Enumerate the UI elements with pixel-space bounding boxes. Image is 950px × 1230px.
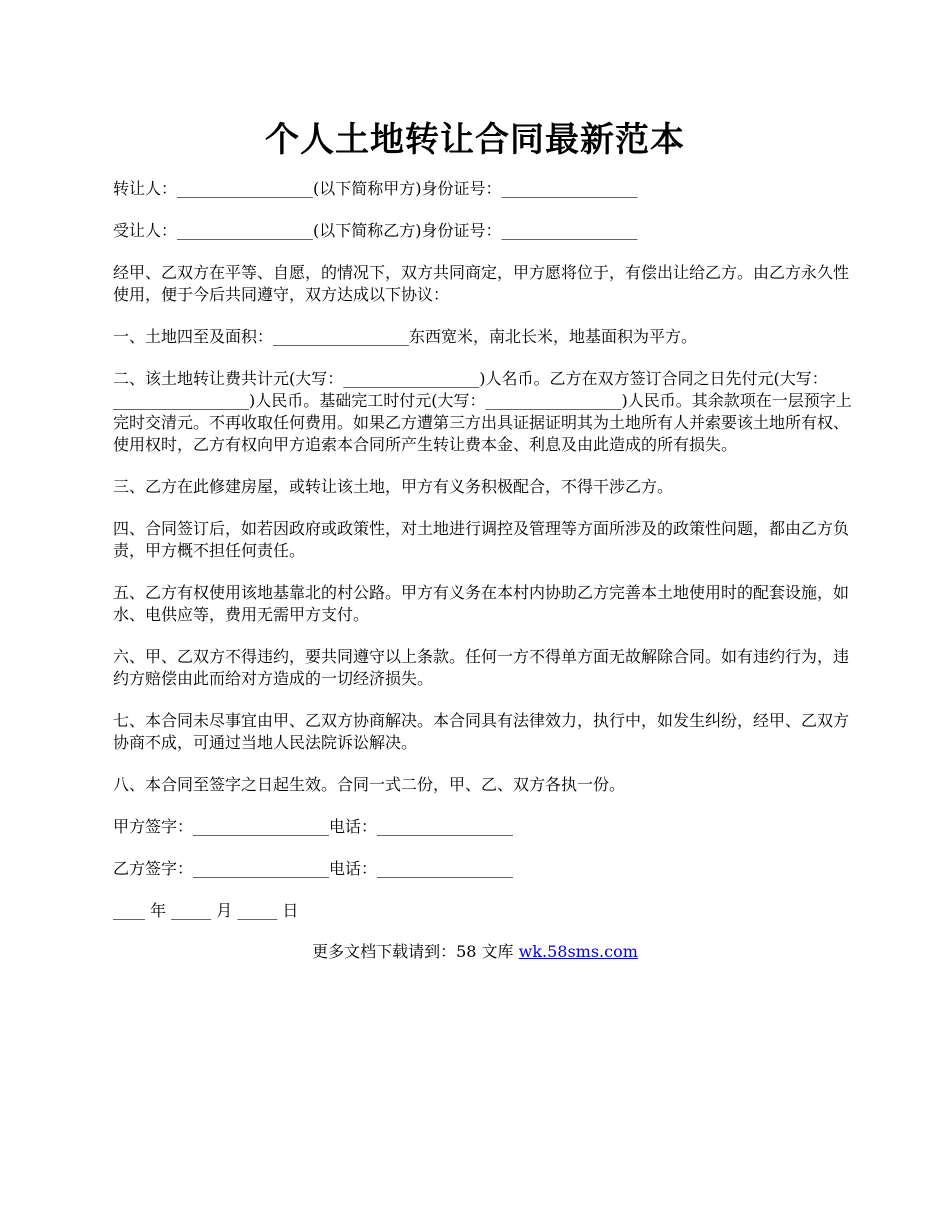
clause-5: 五、乙方有权使用该地基靠北的村公路。甲方有义务在本村内协助乙方完善本土地使用时的配套设施，如水、电供应等，费用无需甲方支付。 [113, 583, 850, 624]
party-a-signature-line: 甲方签字：_________________电话：_________________ [113, 817, 514, 836]
clause-1: 一、土地四至及面积：_________________东西宽米，南北长米，地基面积为平方。 [113, 327, 698, 346]
party-b-signature-line: 乙方签字：_________________电话：_________________ [113, 859, 514, 878]
footer-text: 更多文档下载请到：58 文库 [312, 942, 519, 961]
clause-3: 三、乙方在此修建房屋，或转让该土地，甲方有义务积极配合，不得干涉乙方。 [113, 477, 674, 496]
preamble-paragraph: 经甲、乙双方在平等、自愿，的情况下，双方共同商定，甲方愿将位于，有偿出让给乙方。由乙方永久性使用，便于今后共同遵守，双方达成以下协议： [113, 263, 850, 304]
footer-link[interactable]: wk.58sms.com [518, 942, 638, 961]
transferor-line: 转让人：_________________(以下简称甲方)身份证号：_________________ [113, 179, 638, 198]
clause-4: 四、合同签订后，如若因政府或政策性，对土地进行调控及管理等方面所涉及的政策性问题，都由乙方负责，甲方概不担任何责任。 [113, 519, 850, 560]
document-body [113, 178, 858, 942]
clause-7: 七、本合同未尽事宜由甲、乙双方协商解决。本合同具有法律效力，执行中，如发生纠纷，经甲、乙双方协商不成，可通过当地人民法院诉讼解决。 [113, 711, 850, 752]
download-footer [0, 941, 950, 963]
date-line: ____ 年 _____ 月 _____ 日 [113, 901, 299, 920]
document-title: 个人土地转让合同最新范本 [265, 120, 685, 160]
clause-2: 二、该土地转让费共计元(大写：_________________)人名币。乙方在双方签订合同之日先付元(大写：_________________)人民币。基础完工时付元(大写：_________________)人民币。其余款项在一层预字上完时交清元。不再收取任何费用。如果乙方遭第三方出具证据证明其为土地所有人并索要该土地所有权、使用权时，乙方有权向甲方追索本合同所产生转让费本金、利息及由此造成的所有损失。 [113, 369, 852, 454]
clause-6: 六、甲、乙双方不得违约，要共同遵守以上条款。任何一方不得单方面无故解除合同。如有违约行为，违约方赔偿由此而给对方造成的一切经济损失。 [113, 647, 850, 688]
transferee-line: 受让人：_________________(以下简称乙方)身份证号：_________________ [113, 221, 638, 240]
clause-8: 八、本合同至签字之日起生效。合同一式二份，甲、乙、双方各执一份。 [113, 775, 626, 794]
